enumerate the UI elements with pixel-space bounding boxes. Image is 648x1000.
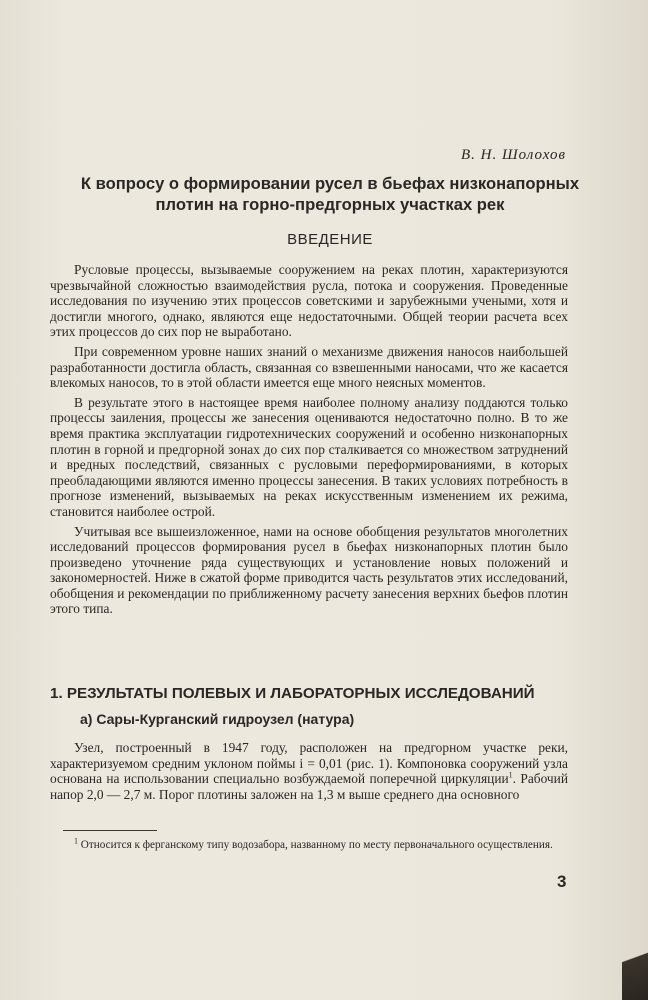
footnote-text: Относится к ферганскому типу водозабора, названному по месту первоначального осуществления. [78,839,553,851]
footnote-marker: 1 [74,836,78,846]
section-1-text-part1: Узел, построенный в 1947 году, расположен на предгорном участке реки, характеризуемом средним уклоном поймы i = 0,01 (рис. 1). Компоновка сооружений узла основана на использовании специально возбуждаемой поперечной циркуляции [50,740,568,787]
footnote [50,838,568,853]
footnote-reference: 1 [508,770,513,780]
page-number: 3 [557,872,567,891]
intro-paragraph-1: Русловые процессы, вызываемые сооружением на реках плотин, характеризуются чрезвычайной сложностью взаимодействия русла, потока и сооружения. Проведенные исследования по изучению этих процессов советскими и зарубежными учеными, хотя и достигли многого, однако, являются еще недостаточными. Общей теории расчета всех этих процессов до сих пор не выработано. [50,262,568,340]
intro-paragraph-2: При современном уровне наших знаний о механизме движения наносов наибольшей разработанности достигла область, связанная со взвешенными наносами, что же касается влекомых наносов, то в этой области имеется еще много неясных моментов. [50,343,568,391]
introduction-body [50,262,568,621]
author-name: В. Н. Шолохов [461,147,566,163]
section-1-paragraph [50,740,568,802]
footnote-divider [63,830,157,831]
section-1-text-part2: . Рабочий напор 2,0 — 2,7 м. Порог плотины заложен на 1,3 м выше среднего дна основного [50,771,568,802]
section-1-subheading: а) Сары-Курганский гидроузел (натура) [80,711,355,727]
intro-paragraph-4: Учитывая все вышеизложенное, нами на основе обобщения результатов многолетних исследований процессов формирования русел в бьефах низконапорных плотин было произведено уточнение ряда существующих и установление новых положений и закономерностей. Ниже в сжатой форме приводится часть результатов этих исследований, обобщения и рекомендации по приближенному расчету занесения верхних бьефов плотин этого типа. [50,523,568,617]
section-1-body [50,740,568,806]
page-corner-shadow [622,930,648,1000]
section-heading-introduction: ВВЕДЕНИЕ [287,231,373,248]
section-1-heading: 1. РЕЗУЛЬТАТЫ ПОЛЕВЫХ И ЛАБОРАТОРНЫХ ИССЛЕДОВАНИЙ [50,685,535,702]
article-title: К вопросу о формировании русел в бьефах низконапорных плотин на горно-предгорных участках рек [80,174,580,214]
intro-paragraph-3: В результате этого в настоящее время наиболее полному анализу поддаются только процессы заиления, процессы же занесения оцениваются недостаточно полно. В то же время практика эксплуатации гидротехнических сооружений и особенно низконапорных плотин в горной и предгорной зонах до сих пор сталкивается со множеством затруднений и вредных последствий, связанных с русловыми переформированиями, в которых преобладающими являются именно процессы занесения. В таких условиях потребность в прогнозе изменений, вызываемых на реках искусственным изменением их режима, становится наиболее острой. [50,394,568,519]
